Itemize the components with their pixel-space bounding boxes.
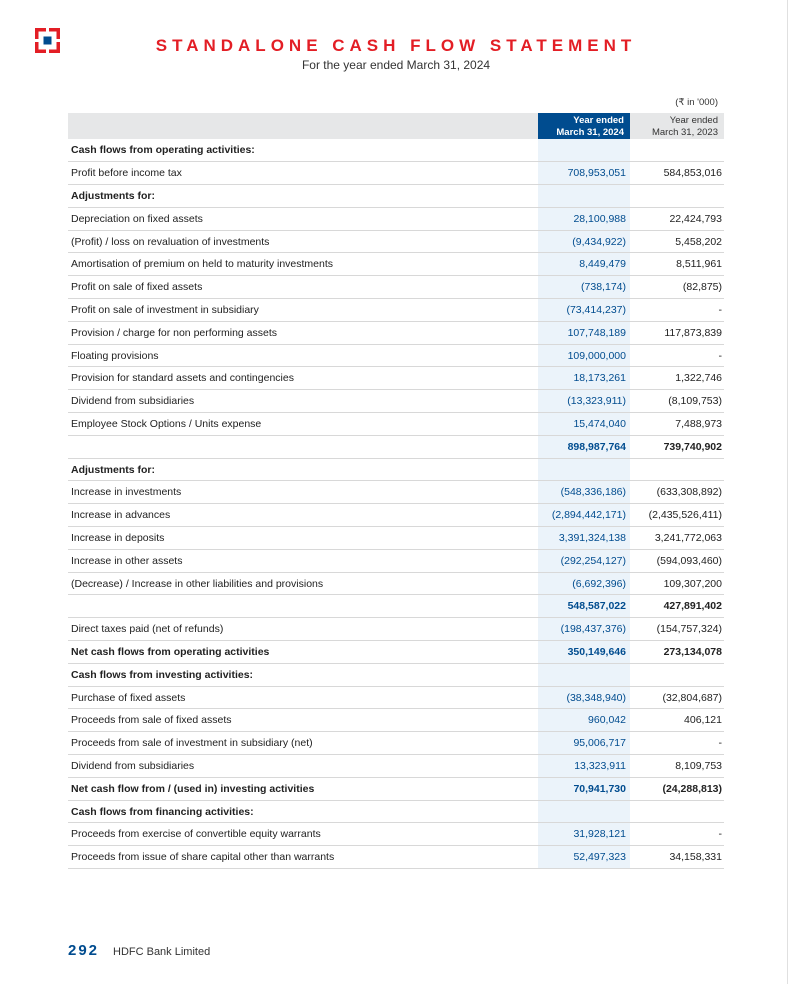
table-row (68, 230, 724, 253)
table-row (68, 527, 724, 550)
row-value-2024 (538, 663, 630, 686)
row-value-2023: (154,757,324) (634, 618, 724, 641)
row-value-2023 (634, 185, 724, 208)
row-label (68, 595, 538, 618)
row-value-2023: 406,121 (634, 709, 724, 732)
table-row (68, 686, 724, 709)
column-header-current-line1: Year ended (573, 115, 624, 126)
table-row (68, 276, 724, 299)
column-header-current-year (538, 113, 630, 139)
page-number: 292 (68, 942, 100, 959)
table-row (68, 641, 724, 664)
row-label: Increase in investments (68, 481, 538, 504)
row-value-2023: - (634, 344, 724, 367)
row-label: Floating provisions (68, 344, 538, 367)
row-label: Proceeds from sale of investment in subsidiary (net) (68, 732, 538, 755)
row-value-2024: 31,928,121 (538, 823, 630, 846)
table-row (68, 321, 724, 344)
row-value-2023: 3,241,772,063 (634, 527, 724, 550)
table-row (68, 481, 724, 504)
row-label: Proceeds from exercise of convertible equity warrants (68, 823, 538, 846)
row-value-2023: 1,322,746 (634, 367, 724, 390)
row-value-2023: (594,093,460) (634, 549, 724, 572)
row-value-2023: 273,134,078 (634, 641, 724, 664)
row-value-2023: - (634, 299, 724, 322)
row-value-2023: (2,435,526,411) (634, 504, 724, 527)
row-value-2024: 107,748,189 (538, 321, 630, 344)
column-header-previous-line1: Year ended (669, 115, 718, 126)
column-header-previous-line2: March 31, 2023 (651, 126, 718, 138)
row-label: Amortisation of premium on held to maturity investments (68, 253, 538, 276)
row-value-2024: (198,437,376) (538, 618, 630, 641)
table-row (68, 663, 724, 686)
row-value-2024: 3,391,324,138 (538, 527, 630, 550)
table-row (68, 458, 724, 481)
table-row (68, 162, 724, 185)
row-label: Employee Stock Options / Units expense (68, 413, 538, 436)
table-row (68, 185, 724, 208)
row-value-2024: 95,006,717 (538, 732, 630, 755)
table-row (68, 618, 724, 641)
row-value-2024: (6,692,396) (538, 572, 630, 595)
row-value-2024: (2,894,442,171) (538, 504, 630, 527)
row-label: Cash flows from financing activities: (68, 800, 538, 823)
row-label: (Decrease) / Increase in other liabilities and provisions (68, 572, 538, 595)
table-row (68, 800, 724, 823)
row-value-2023: 7,488,973 (634, 413, 724, 436)
row-label: Dividend from subsidiaries (68, 390, 538, 413)
table-row (68, 435, 724, 458)
row-value-2024: 15,474,040 (538, 413, 630, 436)
row-value-2023: (82,875) (634, 276, 724, 299)
row-label (68, 435, 538, 458)
cash-flow-table (68, 139, 724, 869)
row-value-2023: 109,307,200 (634, 572, 724, 595)
column-header-previous-year (634, 113, 724, 139)
row-label: Profit on sale of fixed assets (68, 276, 538, 299)
row-label: Proceeds from sale of fixed assets (68, 709, 538, 732)
row-label: Profit on sale of investment in subsidiary (68, 299, 538, 322)
row-label: Depreciation on fixed assets (68, 207, 538, 230)
row-label: Direct taxes paid (net of refunds) (68, 618, 538, 641)
page-title: STANDALONE CASH FLOW STATEMENT (155, 36, 637, 55)
row-value-2023: (32,804,687) (634, 686, 724, 709)
table-row (68, 390, 724, 413)
row-value-2024: 708,953,051 (538, 162, 630, 185)
row-value-2024 (538, 185, 630, 208)
row-label: Net cash flow from / (used in) investing activities (68, 777, 538, 800)
row-label: Increase in advances (68, 504, 538, 527)
row-label: Provision for standard assets and contingencies (68, 367, 538, 390)
table-row (68, 823, 724, 846)
row-value-2024: 898,987,764 (538, 435, 630, 458)
row-label: Cash flows from investing activities: (68, 663, 538, 686)
row-value-2024: 28,100,988 (538, 207, 630, 230)
row-value-2023 (634, 458, 724, 481)
row-value-2024: (9,434,922) (538, 230, 630, 253)
row-value-2024: 8,449,479 (538, 253, 630, 276)
row-label: Proceeds from issue of share capital other than warrants (68, 846, 538, 869)
row-value-2024: 109,000,000 (538, 344, 630, 367)
row-value-2024: (38,348,940) (538, 686, 630, 709)
row-value-2024 (538, 800, 630, 823)
row-value-2023: (24,288,813) (634, 777, 724, 800)
page-subtitle: For the year ended March 31, 2024 (301, 58, 491, 72)
page-edge (787, 0, 788, 984)
row-value-2024: 960,042 (538, 709, 630, 732)
row-value-2024: (548,336,186) (538, 481, 630, 504)
row-value-2024: (292,254,127) (538, 549, 630, 572)
row-value-2023: (8,109,753) (634, 390, 724, 413)
row-value-2024: 52,497,323 (538, 846, 630, 869)
row-label: Increase in deposits (68, 527, 538, 550)
row-label: (Profit) / loss on revaluation of investments (68, 230, 538, 253)
row-value-2024: 13,323,911 (538, 755, 630, 778)
row-value-2023: 8,511,961 (634, 253, 724, 276)
row-value-2023: 34,158,331 (634, 846, 724, 869)
table-row (68, 846, 724, 869)
row-value-2023: 584,853,016 (634, 162, 724, 185)
table-row (68, 139, 724, 162)
table-row (68, 755, 724, 778)
row-value-2023 (634, 800, 724, 823)
table-row (68, 709, 724, 732)
row-value-2024: 548,587,022 (538, 595, 630, 618)
table-row (68, 344, 724, 367)
row-value-2023: 8,109,753 (634, 755, 724, 778)
row-value-2023: 117,873,839 (634, 321, 724, 344)
table-row (68, 367, 724, 390)
table-row (68, 253, 724, 276)
row-value-2024: 350,149,646 (538, 641, 630, 664)
row-value-2024: (738,174) (538, 276, 630, 299)
table-row (68, 207, 724, 230)
table-row (68, 595, 724, 618)
footer-company-name: HDFC Bank Limited (113, 946, 211, 958)
table-row (68, 299, 724, 322)
row-value-2023: - (634, 823, 724, 846)
row-label: Dividend from subsidiaries (68, 755, 538, 778)
row-value-2023 (634, 139, 724, 162)
row-label: Adjustments for: (68, 458, 538, 481)
row-value-2023: 427,891,402 (634, 595, 724, 618)
row-value-2024: (73,414,237) (538, 299, 630, 322)
row-value-2024: 18,173,261 (538, 367, 630, 390)
table-row (68, 777, 724, 800)
table-row (68, 504, 724, 527)
row-value-2023: - (634, 732, 724, 755)
row-label: Net cash flows from operating activities (68, 641, 538, 664)
table-row (68, 549, 724, 572)
row-value-2024: 70,941,730 (538, 777, 630, 800)
row-value-2023: 739,740,902 (634, 435, 724, 458)
table-row (68, 732, 724, 755)
row-label: Profit before income tax (68, 162, 538, 185)
row-label: Provision / charge for non performing assets (68, 321, 538, 344)
row-value-2023: 5,458,202 (634, 230, 724, 253)
row-label: Purchase of fixed assets (68, 686, 538, 709)
row-value-2024 (538, 458, 630, 481)
currency-unit-note: (₹ in '000) (675, 97, 718, 108)
row-value-2023: (633,308,892) (634, 481, 724, 504)
row-label: Adjustments for: (68, 185, 538, 208)
row-label: Cash flows from operating activities: (68, 139, 538, 162)
row-value-2023: 22,424,793 (634, 207, 724, 230)
row-value-2023 (634, 663, 724, 686)
table-row (68, 413, 724, 436)
column-header-current-line2: March 31, 2024 (556, 126, 624, 138)
table-row (68, 572, 724, 595)
row-value-2024 (538, 139, 630, 162)
row-value-2024: (13,323,911) (538, 390, 630, 413)
row-label: Increase in other assets (68, 549, 538, 572)
